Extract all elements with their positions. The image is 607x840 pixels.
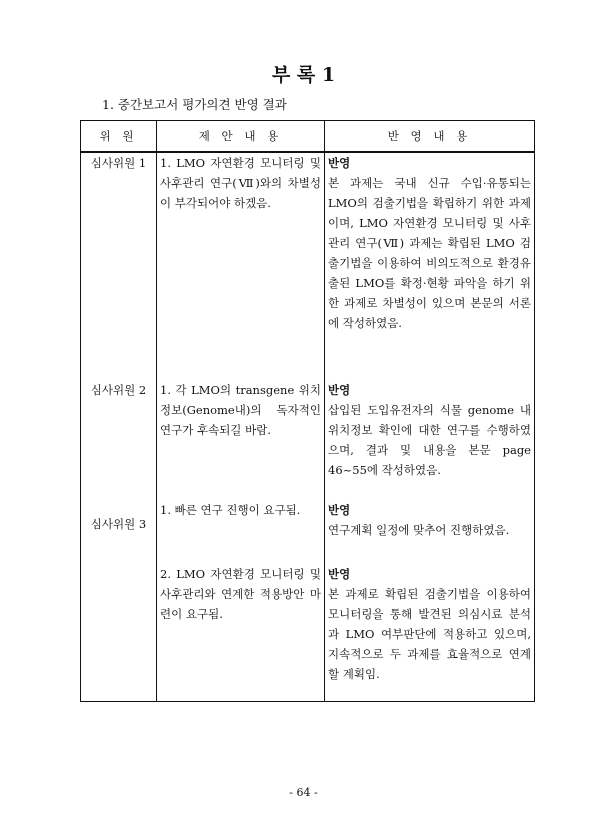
table-row	[81, 380, 535, 500]
header-proposal: 제 안 내 용	[157, 121, 325, 153]
response-text: 연구계획 일정에 맞추어 진행하였음.	[328, 523, 510, 537]
reviewer-cell	[81, 564, 157, 702]
response-tag: 반영	[328, 567, 351, 581]
response-tag: 반영	[328, 383, 351, 397]
header-reviewer: 위 원	[81, 121, 157, 153]
reviewer-cell: 심사위원 1	[81, 152, 157, 380]
proposal-cell: 2. LMO 자연환경 모니터링 및 사후관리와 연계한 적용방안 마련이 요구됨.	[157, 564, 325, 702]
section-heading: 1. 중간보고서 평가의견 반영 결과	[102, 97, 287, 112]
response-text: 삽입된 도입유전자의 식물 genome 내 위치정보 확인에 대한 연구를 수행하였으며, 결과 및 내용을 본문 page 46~55에 작성하였음.	[328, 403, 531, 477]
response-tag: 반영	[328, 156, 351, 170]
header-response: 반 영 내 용	[325, 121, 535, 153]
table-row	[81, 152, 535, 380]
table-row	[81, 500, 535, 564]
reviewer-cell	[81, 500, 157, 564]
response-cell	[325, 500, 535, 564]
table-row	[81, 564, 535, 702]
response-cell	[325, 152, 535, 380]
page-number: - 64 -	[289, 786, 318, 799]
proposal-cell: 1. 빠른 연구 진행이 요구됨.	[157, 500, 325, 564]
response-text: 본 과제로 확립된 검출기법을 이용하여 모니터링을 통해 발견된 의심시료 분석과 LMO 여부판단에 적용하고 있으며, 지속적으로 두 과제를 효율적으로 연계할 계획임.	[328, 587, 531, 681]
response-cell	[325, 564, 535, 702]
response-cell	[325, 380, 535, 500]
proposal-cell: 1. LMO 자연환경 모니터링 및 사후관리 연구(Ⅶ)와의 차별성이 부각되어야 하겠음.	[157, 152, 325, 380]
table-header-row	[81, 121, 535, 153]
reviewer-label: 심사위원 3	[90, 517, 147, 531]
proposal-cell: 1. 각 LMO의 transgene 위치정보(Genome내)의 독자적인 연구가 후속되길 바람.	[157, 380, 325, 500]
response-tag: 반영	[328, 503, 351, 517]
review-table	[80, 120, 535, 702]
response-text: 본 과제는 국내 신규 수입·유통되는 LMO의 검출기법을 확립하기 위한 과제이며, LMO 자연환경 모니터링 및 사후관리 연구(Ⅶ) 과제는 확립된 LMO 검출기법을 이용하여 비의도적으로 환경유출된 LMO를 확정·현황 파악을 하기 위한 과제로 차별성이 있으며 본문의 서론에 작성하였음.	[328, 176, 531, 330]
reviewer-cell: 심사위원 2	[81, 380, 157, 500]
page-title: 부 록 1	[271, 64, 336, 86]
